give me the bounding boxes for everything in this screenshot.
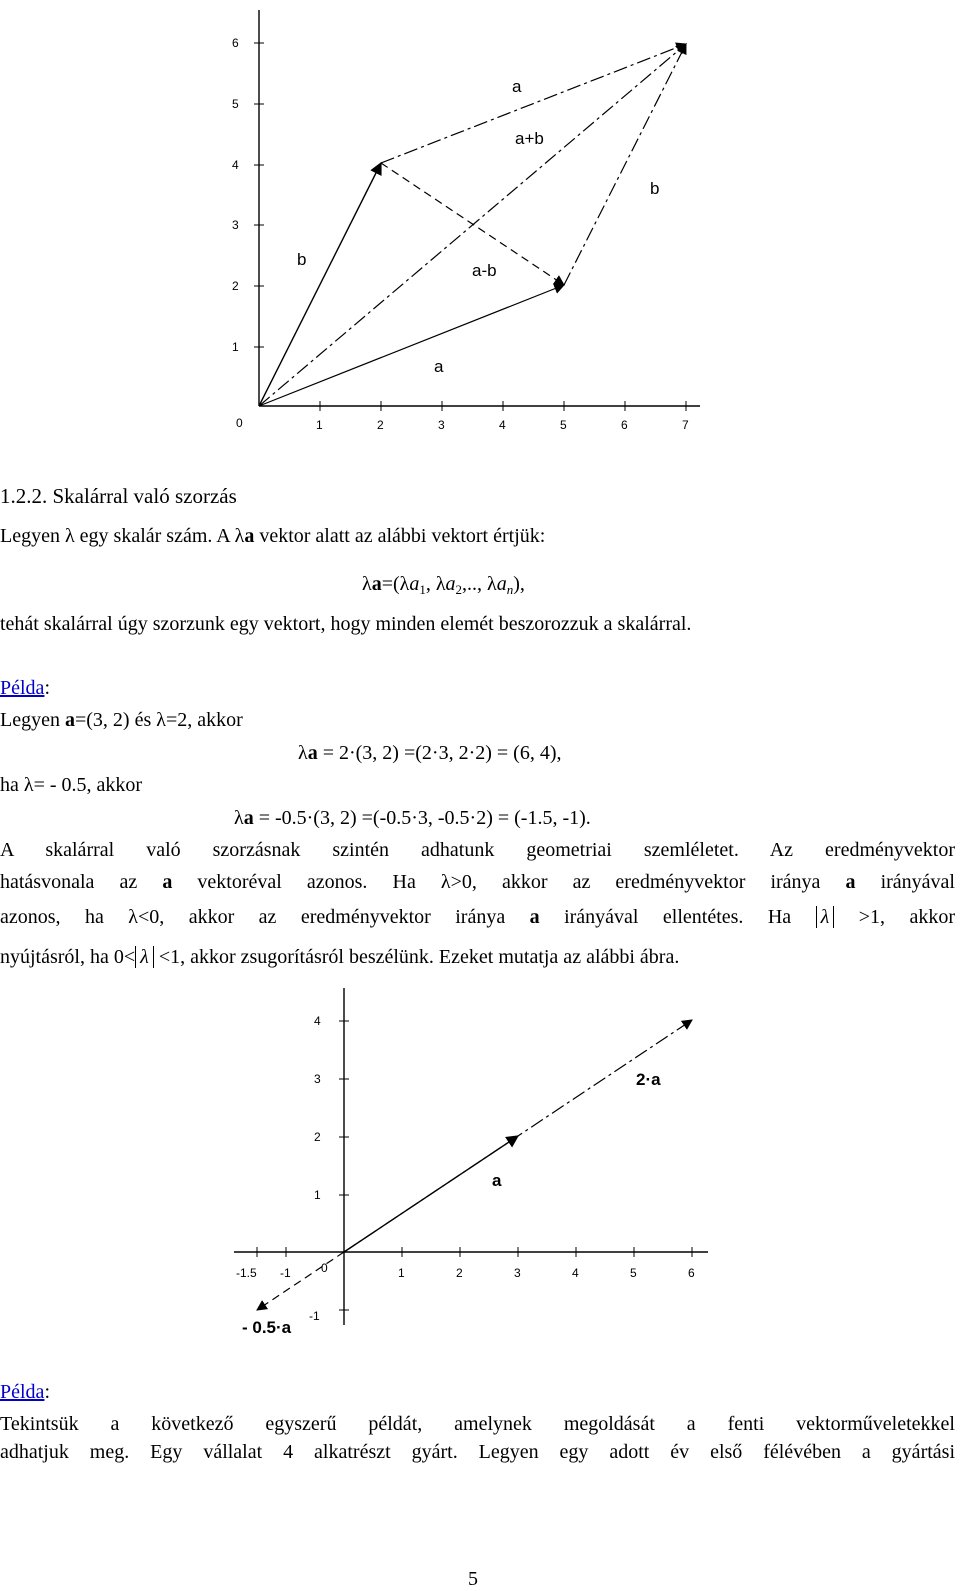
definition-line: Legyen λ egy skalár szám. A λa vektor alatt az alábbi vektort értjük: xyxy=(0,525,546,547)
example-eq1: λa = 2·(3, 2) =(2·3, 2·2) = (6, 4), xyxy=(298,742,562,764)
x2-tick-5: 5 xyxy=(630,1266,637,1280)
x-tick-7: 7 xyxy=(682,418,689,432)
example2-heading: Példa: xyxy=(0,1381,50,1403)
x-tick-2: 2 xyxy=(377,418,384,432)
paragraph-line1: A skalárral való szorzásnak szintén adhatunk geometriai szemléletet. Az eredményvektor xyxy=(0,839,955,861)
y-tick-1: 1 xyxy=(232,340,239,354)
label-a-2: a xyxy=(492,1171,502,1190)
paragraph-line4: nyújtásról, ha 0< λ <1, akkor zsugorításról beszélünk. Ezeket mutatja az alábbi ábra. xyxy=(0,946,680,968)
example-heading: Példa: xyxy=(0,677,50,699)
label-a-plus-b: a+b xyxy=(515,129,544,148)
y-tick-5: 5 xyxy=(232,97,239,111)
y2-tick-2: 2 xyxy=(314,1130,321,1144)
y-tick-2: 2 xyxy=(232,279,239,293)
x2-origin: 0 xyxy=(321,1261,328,1275)
label-2a: 2·a xyxy=(636,1070,661,1089)
x2-tick-4: 4 xyxy=(572,1266,579,1280)
x2-tick-neg1.5: -1.5 xyxy=(236,1266,257,1280)
y2-tick-neg1: -1 xyxy=(309,1309,320,1323)
label-b-left: b xyxy=(297,250,307,269)
vector-addition-plot xyxy=(0,0,960,470)
vector-b-solid xyxy=(259,163,381,406)
example2-label: Példa xyxy=(0,1381,45,1403)
abs-lambda-2: λ xyxy=(135,946,154,968)
x2-tick-neg1: -1 xyxy=(280,1266,291,1280)
definition-explanation: tehát skalárral úgy szorzunk egy vektort, hogy minden elemét beszorozzuk a skalárral. xyxy=(0,613,692,635)
label-neg-half-a: - 0.5·a xyxy=(242,1318,292,1337)
x-tick-6: 6 xyxy=(621,418,628,432)
example-label: Példa xyxy=(0,677,45,699)
paragraph-line2: hatásvonala az a vektoréval azonos. Ha λ>0, akkor az eredményvektor iránya a irányával xyxy=(0,871,955,893)
x-tick-5: 5 xyxy=(560,418,567,432)
example-eq2: λa = -0.5·(3, 2) =(-0.5·3, -0.5·2) = (-1.5, -1). xyxy=(234,807,591,829)
x2-tick-2: 2 xyxy=(456,1266,463,1280)
y2-tick-1: 1 xyxy=(314,1188,321,1202)
label-b-right: b xyxy=(650,179,660,198)
example2-line1: Tekintsük a következő egyszerű példát, amelynek megoldását a fenti vektorműveletekkel xyxy=(0,1413,955,1435)
origin-label: 0 xyxy=(236,416,243,430)
vector-neg-half-a xyxy=(257,1252,344,1310)
x-tick-1: 1 xyxy=(316,418,323,432)
section-heading: 1.2.2. Skalárral való szorzás xyxy=(0,484,237,508)
vector-a-plus-b xyxy=(259,44,686,406)
x2-tick-6: 6 xyxy=(688,1266,695,1280)
vector-a-lower xyxy=(259,285,564,406)
vector-b-right xyxy=(564,44,686,285)
y2-tick-4: 4 xyxy=(314,1014,321,1028)
scalar-multiplication-figure xyxy=(0,980,960,1360)
example-line1: Legyen a=(3, 2) és λ=2, akkor xyxy=(0,709,243,731)
label-a-bottom: a xyxy=(434,357,444,376)
example2-line2: adhatjuk meg. Egy vállalat 4 alkatrészt gyárt. Legyen egy adott év első félévében a gyártási xyxy=(0,1441,955,1463)
scalar-multiplication-plot xyxy=(0,980,960,1360)
label-a-minus-b: a-b xyxy=(472,261,497,280)
y-tick-3: 3 xyxy=(232,218,239,232)
x-tick-4: 4 xyxy=(499,418,506,432)
x2-tick-1: 1 xyxy=(398,1266,405,1280)
y-tick-4: 4 xyxy=(232,158,239,172)
y2-tick-3: 3 xyxy=(314,1072,321,1086)
label-a-top: a xyxy=(512,77,522,96)
vector-addition-figure xyxy=(0,0,960,470)
x2-tick-3: 3 xyxy=(514,1266,521,1280)
paragraph-line3: azonos, ha λ<0, akkor az eredményvektor iránya a irányával ellentétes. Ha λ >1, akkor xyxy=(0,906,955,928)
page-number: 5 xyxy=(468,1568,478,1590)
example-line2: ha λ= - 0.5, akkor xyxy=(0,774,143,796)
x-tick-3: 3 xyxy=(438,418,445,432)
abs-lambda: λ xyxy=(816,906,835,928)
vector-a xyxy=(344,1136,518,1252)
definition-formula: $\lambda a=(\lambda a_1$, $\lambda a_2$,.., $\lambda a_n$), xyxy=(362,573,525,597)
y-tick-6: 6 xyxy=(232,36,239,50)
